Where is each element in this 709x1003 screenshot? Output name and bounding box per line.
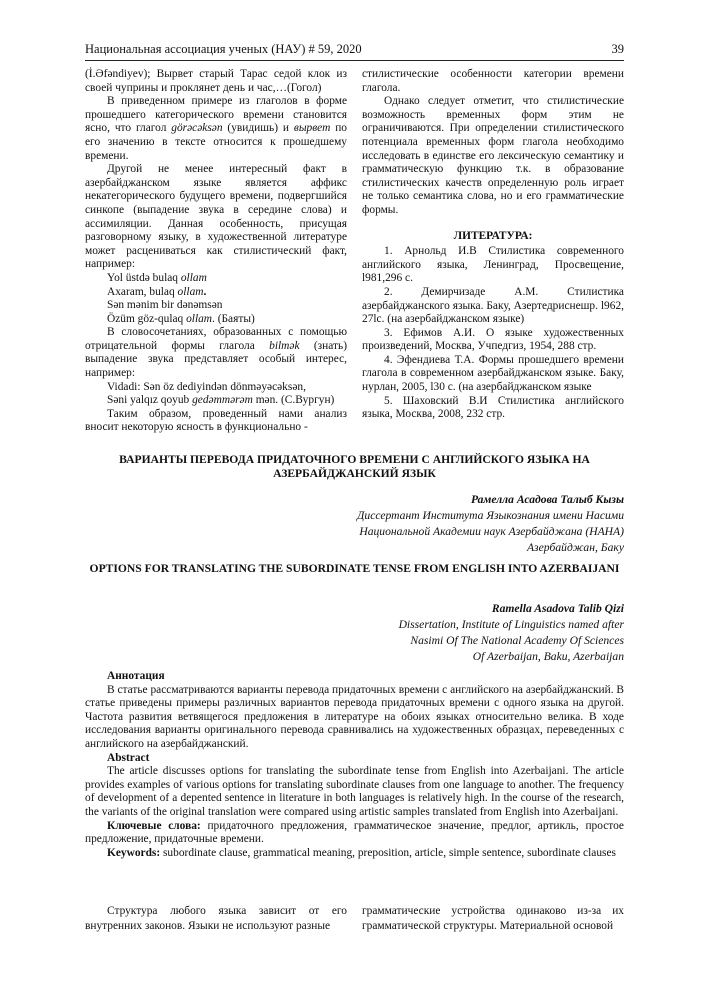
references-heading: ЛИТЕРАТУРА: [453, 229, 533, 242]
affiliation-line: Of Azerbaijan, Baku, Azerbaijan [472, 650, 624, 663]
poem-quote [85, 272, 347, 326]
keywords-ru: Ключевые слова: придаточного предложения, грамматическое значение, предлог, артикль, простое предложение, придаточные времени. [85, 819, 624, 846]
reference-item: 1. Арнольд И.В Стилистика современного английского языка, Ленинград, Просвещение, l981,296 с. [362, 245, 624, 285]
poem-line: Səni yalqız qoyub gedəmmərəm mən. (С.Вургун) [107, 394, 335, 407]
poem-quote [85, 381, 347, 408]
reference-item: 2. Демирчизаде А.М. Стилистика азербайджанского языка. Баку, Азертедриснешр. l962, 27lс. (на азербайджанском языке) [362, 285, 624, 326]
running-header [85, 42, 624, 61]
annotation-text: В статье рассматриваются варианты перевода придаточных времени с английского на азербайджанский. В статье приведены примеры различных вариантов перевода придаточных времени с одного языка на другой. Частота развития ветвящегося предложения в литературе на обоих языках относительно велика. В ходе исследования варианты оригинального перевода сравнивались на художественных образцах, переведенных с английского на азербайджанский. [85, 683, 624, 750]
poem-line: Axaram, bulaq ollam. [107, 285, 207, 298]
poem-line: Vidadi: Sən öz dediyindən dönməyəcəksən, [107, 380, 306, 393]
affiliation-line: Диссертант Института Языкознания имени Насими [357, 509, 624, 522]
paragraph: стилистические особенности категории времени глагола. [362, 68, 624, 94]
author-name: Ramella Asadova Talib Qizi [491, 602, 624, 615]
reference-item: 5. Шаховский В.И Стилистика английского языка, Москва, 2008, 232 стр. [362, 394, 624, 421]
poem-line: Özüm göz-qulaq ollam. (Баяты) [107, 312, 255, 325]
paragraph: Однако следует отметит, что стилистические возможность временных форм этим не ограничиваются. При определении стилистического потенциала временных форм глагола необходимо исследовать в единстве его лексическую семантику и грамматическую функцию т.к. в образование стилистических качеств определенную роль играет не только семантика слова, но и его грамматические формы. [362, 95, 624, 216]
paragraph: В словосочетаниях, образованных с помощью отрицательной формы глагола bilmək (знать) выпадение звука представляет особый интерес, например: [85, 326, 348, 380]
poem-line: Sən mənim bir dənəmsən [107, 299, 223, 312]
left-column [85, 68, 347, 435]
page-number: 39 [611, 42, 624, 56]
author-name: Рамелла Асадова Талыб Кызы [471, 493, 624, 506]
author-block-ru [164, 492, 624, 556]
article-title-ru: ВАРИАНТЫ ПЕРЕВОДА ПРИДАТОЧНОГО ВРЕМЕНИ С АНГЛИЙСКОГО ЯЗЫКА НА АЗЕРБАЙДЖАНСКИЙ ЯЗЫК [119, 453, 590, 480]
paragraph: (İ.Əfəndiyev); Вырвет старый Тарас седой клок из своей чуприны и проклянет день и час,…(Гогол) [85, 68, 347, 94]
affiliation-line: Азербайджан, Баку [526, 541, 624, 554]
paragraph: В приведенном примере из глаголов в форме прошедшего категорического времени становится ясно, что глагол görəcəksən (увидишь) и вырвет по его значению в тексте относится к прошедшему времени. [85, 95, 347, 162]
reference-item: 4. Эфендиева Т.А. Формы прошедшего времени глагола в современном азербайджанском языке. Баку, нурлан, 2005, l30 с. (на азербайджанском языке [362, 353, 624, 394]
poem-line: Yol üstdə bulaq ollam [107, 271, 207, 284]
body-text-right: грамматические устройства одинаково из-за их грамматической структуры. Материальной основой [362, 905, 624, 932]
abstract-text: The article discusses options for translating the subordinate tense from English into Azerbaijani. The article provides examples of various options for translating subordinate clauses from one language to another. The frequency of development of a depented sentence in literature in both languages is relatively high. In the course of the research, the variants of the original translation were compared using artistic samples translated from English into Azerbaijani. [85, 765, 624, 818]
author-block-en [164, 601, 624, 665]
abstract-heading: Abstract [107, 751, 150, 764]
right-column [362, 68, 624, 422]
paragraph: Другой не менее интересный факт в азербайджанском языке является аффикс некатегорического будущего времени, подвергшийся синкопе (выпадение звука в середине слова) и ассимиляции. Данная особенность, присущая разговорному языку, в художественной литературе может расцениваться как стилистический факт, например: [85, 163, 347, 271]
paragraph: Таким образом, проведенный нами анализ вносит некоторую ясность в функционально - [85, 407, 347, 434]
annotation-heading: Аннотация [107, 670, 165, 682]
body-text-left: Структура любого языка зависит от его внутренних законов. Языки не используют разные [85, 905, 347, 932]
affiliation-line: Национальной Академии наук Азербайджана (НАНА) [359, 525, 624, 538]
keywords-en: Keywords: subordinate clause, grammatical meaning, preposition, article, simple sentence, subordinate clauses [107, 846, 616, 859]
article-title-en: OPTIONS FOR TRANSLATING THE SUBORDINATE TENSE FROM ENGLISH INTO AZERBAIJANI [89, 562, 620, 575]
affiliation-line: Nasimi Of The National Academy Of Sciences [410, 634, 624, 647]
affiliation-line: Dissertation, Institute of Linguistics named after [398, 618, 624, 631]
abstract-section [85, 670, 624, 860]
reference-item: 3. Ефимов А.И. О языке художественных произведений, Москва, Учпедгиз, 1954, 288 стр. [362, 326, 624, 353]
journal-title: Национальная ассоциация ученых (НАУ) # 59, 2020 [85, 42, 362, 56]
